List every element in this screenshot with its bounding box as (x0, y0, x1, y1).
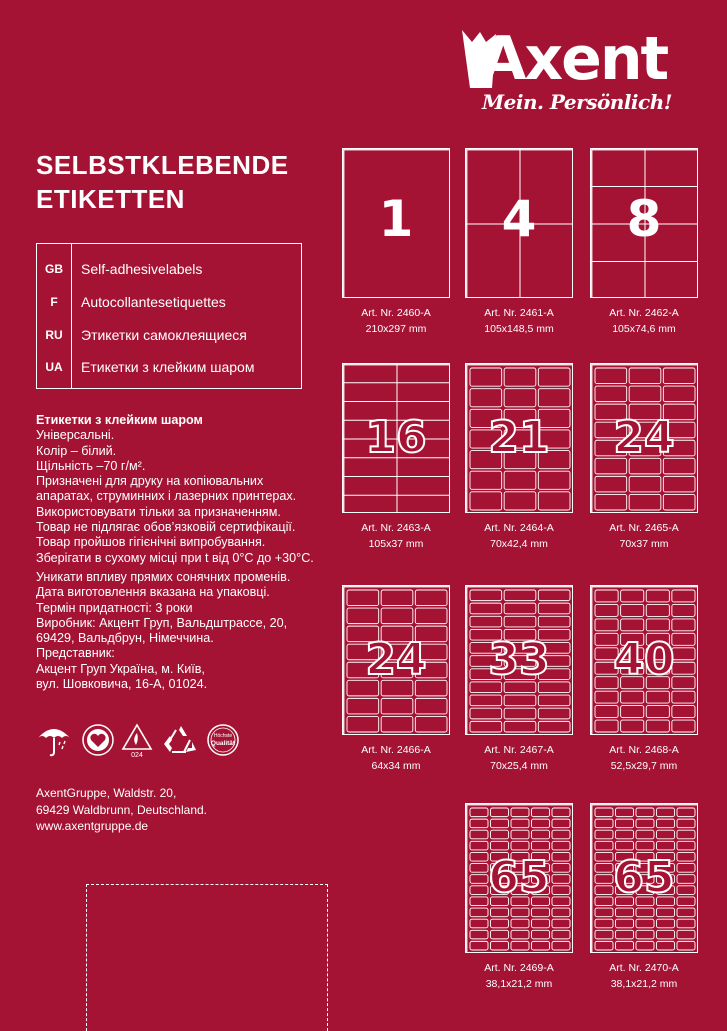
label-cell (636, 908, 654, 917)
label-cell (677, 830, 695, 839)
label-cell (657, 919, 675, 928)
label-cell (552, 930, 570, 939)
label-cell (381, 698, 413, 714)
label-cell (538, 603, 570, 614)
description-line: 69429, Вальдбрун, Німеччина. (36, 631, 214, 646)
label-cell (646, 590, 669, 602)
label-cell (636, 841, 654, 850)
barcode-area (86, 884, 328, 1031)
label-cell (552, 830, 570, 839)
label-cell (504, 603, 536, 614)
label-count: 24 (365, 634, 427, 685)
label-count: 65 (613, 852, 675, 903)
article-number: Art. Nr. 2470-A (609, 962, 679, 974)
label-cell (511, 841, 529, 850)
label-cell (552, 841, 570, 850)
label-cell (491, 919, 509, 928)
label-cell (636, 808, 654, 817)
description (36, 413, 336, 692)
label-cell (470, 819, 488, 828)
label-cell (595, 706, 618, 718)
label-cell (504, 721, 536, 732)
label-count: 40 (613, 634, 675, 685)
label-cell (595, 941, 613, 950)
label-cell (504, 492, 536, 510)
label-cell (595, 830, 613, 839)
label-cell (381, 590, 413, 606)
seal-text-top: Höchste (213, 733, 233, 739)
label-cell (595, 908, 613, 917)
label-cell (470, 708, 502, 719)
label-cell (470, 389, 502, 407)
label-cell (415, 716, 447, 732)
label-cell (538, 389, 570, 407)
label-cell (595, 386, 627, 402)
language-text: Этикетки самоклеящиеся (81, 327, 247, 343)
title-line: ETIKETTEN (36, 184, 185, 214)
label-cell (629, 494, 661, 510)
label-cell (672, 706, 695, 718)
description-line: Універсальні. (36, 428, 115, 443)
label-cell (347, 608, 379, 624)
label-cell (491, 830, 509, 839)
label-cell (646, 720, 669, 732)
brand-name: Axent (480, 24, 668, 94)
label-cell (616, 808, 634, 817)
recycle-arrows-icon (162, 722, 200, 763)
description-line: Виробник: Акцент Груп, Вальдштрассе, 20, (36, 615, 288, 630)
label-cell (511, 908, 529, 917)
label-count: 24 (613, 412, 675, 463)
label-cell (595, 590, 618, 602)
label-cell (616, 819, 634, 828)
label-cell (677, 819, 695, 828)
product-card (465, 148, 573, 342)
label-cell (504, 471, 536, 489)
label-cell (415, 608, 447, 624)
product-card (465, 803, 573, 997)
label-cell (552, 941, 570, 950)
article-number: Art. Nr. 2464-A (484, 522, 554, 534)
label-cell (538, 616, 570, 627)
label-count: 4 (501, 190, 537, 248)
address-line: 69429 Waldbrunn, Deutschland. (36, 802, 207, 817)
language-text: Self-adhesivelabels (81, 261, 203, 277)
label-cell (616, 930, 634, 939)
label-cell (491, 808, 509, 817)
label-size: 64x34 mm (371, 760, 421, 772)
label-cell (511, 830, 529, 839)
label-cell (672, 691, 695, 703)
label-cell (538, 368, 570, 386)
label-size: 105x37 mm (368, 538, 424, 550)
description-line: Товар пройшов гігієнічні випробування. (36, 535, 266, 550)
label-cell (552, 819, 570, 828)
product-card (590, 363, 698, 557)
label-cell (491, 819, 509, 828)
label-cell (504, 389, 536, 407)
description-line: Уникати впливу прямих сонячних променів. (36, 569, 291, 584)
recycle-code: 024 (131, 752, 143, 758)
label-cell (621, 720, 644, 732)
label-cell (491, 941, 509, 950)
label-cell (595, 368, 627, 384)
label-cell (511, 819, 529, 828)
label-count: 16 (365, 412, 427, 463)
label-cell (470, 841, 488, 850)
label-cell (470, 368, 502, 386)
label-cell (629, 368, 661, 384)
label-count: 21 (488, 412, 550, 463)
label-cell (595, 930, 613, 939)
label-cell (415, 590, 447, 606)
company-address (36, 785, 207, 835)
label-size: 105x74,6 mm (612, 323, 676, 335)
label-cell (470, 471, 502, 489)
label-cell (470, 590, 502, 601)
product-card (342, 363, 450, 557)
description-line: Дата виготовлення вказана на упаковці. (36, 585, 270, 600)
label-cell (470, 492, 502, 510)
language-code: GB (45, 262, 63, 276)
address-line: AxentGruppe, Waldstr. 20, (36, 786, 177, 800)
label-cell (616, 908, 634, 917)
label-size: 52,5x29,7 mm (610, 760, 678, 772)
label-cell (621, 691, 644, 703)
heart-circle-icon (80, 722, 116, 763)
description-line: Щільність –70 г/м². (36, 458, 146, 473)
label-cell (347, 716, 379, 732)
label-size: 38,1x21,2 mm (610, 978, 678, 990)
label-cell (616, 830, 634, 839)
description-line: Використовувати тільки за призначенням. (36, 504, 281, 519)
product-card (590, 148, 698, 342)
product-card (465, 363, 573, 557)
label-cell (621, 706, 644, 718)
label-cell (616, 941, 634, 950)
article-number: Art. Nr. 2468-A (609, 744, 679, 756)
label-cell (381, 716, 413, 732)
label-cell (672, 619, 695, 631)
label-cell (538, 471, 570, 489)
label-cell (677, 808, 695, 817)
label-cell (552, 919, 570, 928)
label-cell (677, 908, 695, 917)
product-card (342, 585, 450, 779)
label-cell (532, 830, 550, 839)
brand-logo (460, 22, 700, 122)
label-cell (677, 919, 695, 928)
label-size: 105x148,5 mm (484, 323, 554, 335)
language-row (37, 352, 301, 384)
label-cell (663, 476, 695, 492)
label-cell (470, 941, 488, 950)
label-size: 70x42,4 mm (490, 538, 548, 550)
label-cell (532, 808, 550, 817)
label-cell (677, 941, 695, 950)
label-cell (636, 930, 654, 939)
language-row (37, 254, 301, 286)
description-line: Зберігати в сухому місці при t від 0°C до +30°C. (36, 550, 314, 565)
label-size: 70x25,4 mm (490, 760, 548, 772)
label-cell (672, 720, 695, 732)
article-number: Art. Nr. 2460-A (361, 307, 431, 319)
label-cell (415, 698, 447, 714)
label-size: 38,1x21,2 mm (485, 978, 553, 990)
label-cell (657, 830, 675, 839)
language-code: UA (45, 360, 63, 374)
product-card (465, 585, 573, 779)
label-cell (663, 386, 695, 402)
description-heading: Етикетки з клейким шаром (36, 413, 203, 427)
label-cell (595, 494, 627, 510)
label-cell (629, 476, 661, 492)
article-number: Art. Nr. 2463-A (361, 522, 431, 534)
language-text: Autocollantesetiquettes (81, 294, 226, 310)
label-cell (538, 721, 570, 732)
label-cell (646, 604, 669, 616)
label-cell (636, 941, 654, 950)
article-number: Art. Nr. 2469-A (484, 962, 554, 974)
label-cell (657, 908, 675, 917)
label-cell (657, 841, 675, 850)
label-cell (347, 590, 379, 606)
label-cell (657, 941, 675, 950)
label-cell (663, 494, 695, 510)
label-cell (538, 695, 570, 706)
label-cell (470, 603, 502, 614)
label-cell (470, 616, 502, 627)
label-count: 65 (488, 852, 550, 903)
article-number: Art. Nr. 2467-A (484, 744, 554, 756)
label-cell (646, 691, 669, 703)
label-cell (552, 908, 570, 917)
brand-slogan: Mein. Persönlich! (482, 90, 673, 114)
label-cell (636, 819, 654, 828)
label-cell (595, 919, 613, 928)
article-number: Art. Nr. 2462-A (609, 307, 679, 319)
product-card (590, 803, 698, 997)
article-number: Art. Nr. 2465-A (609, 522, 679, 534)
label-count: 8 (626, 190, 662, 248)
description-line: апаратах, струминних і лазерних принтерах. (36, 489, 297, 504)
label-cell (532, 919, 550, 928)
description-line: Колір – білий. (36, 443, 117, 458)
label-cell (657, 930, 675, 939)
label-cell (677, 930, 695, 939)
label-cell (511, 808, 529, 817)
label-cell (504, 695, 536, 706)
label-cell (470, 808, 488, 817)
label-cell (621, 590, 644, 602)
label-cell (470, 721, 502, 732)
quality-seal-icon (204, 722, 242, 763)
label-cell (538, 492, 570, 510)
label-cell (347, 698, 379, 714)
label-cell (657, 819, 675, 828)
label-cell (532, 908, 550, 917)
language-code: RU (45, 328, 63, 342)
title-line: SELBSTKLEBENDE (36, 150, 289, 180)
label-cell (381, 608, 413, 624)
label-cell (470, 919, 488, 928)
seal-text-bottom: Qualität (210, 740, 236, 747)
label-size: 210x297 mm (365, 323, 427, 335)
label-cell (595, 841, 613, 850)
label-cell (504, 708, 536, 719)
label-cell (646, 619, 669, 631)
umbrella-icon (36, 722, 72, 763)
label-cell (595, 604, 618, 616)
language-text: Етикетки з клейким шаром (81, 359, 255, 375)
label-cell (672, 590, 695, 602)
label-cell (672, 604, 695, 616)
language-table (36, 243, 302, 389)
article-number: Art. Nr. 2461-A (484, 307, 554, 319)
label-cell (538, 590, 570, 601)
label-cell (621, 619, 644, 631)
label-cell (595, 619, 618, 631)
language-row (37, 287, 301, 319)
label-cell (470, 908, 488, 917)
label-cell (504, 616, 536, 627)
label-cell (616, 919, 634, 928)
product-card (590, 585, 698, 779)
label-cell (657, 808, 675, 817)
label-cell (491, 930, 509, 939)
label-cell (677, 841, 695, 850)
language-row (37, 320, 301, 352)
description-line: Призначені для друку на копіювальних (36, 474, 264, 489)
label-cell (491, 841, 509, 850)
language-code: F (50, 295, 58, 309)
label-cell (636, 830, 654, 839)
label-cell (552, 808, 570, 817)
label-cell (595, 691, 618, 703)
product-card (342, 148, 450, 342)
label-cell (636, 919, 654, 928)
label-cell (532, 941, 550, 950)
article-number: Art. Nr. 2466-A (361, 744, 431, 756)
label-cell (470, 695, 502, 706)
label-cell (538, 708, 570, 719)
label-cell (616, 841, 634, 850)
label-cell (532, 819, 550, 828)
description-line: Товар не підлягає обов’язковій сертифікації. (36, 520, 296, 535)
label-cell (511, 919, 529, 928)
label-cell (629, 386, 661, 402)
label-cell (491, 908, 509, 917)
label-cell (595, 808, 613, 817)
label-cell (511, 930, 529, 939)
label-count: 1 (378, 190, 414, 248)
label-cell (621, 604, 644, 616)
label-cell (532, 841, 550, 850)
label-cell (470, 830, 488, 839)
description-line: Акцент Груп Україна, м. Київ, (36, 661, 205, 676)
label-cell (595, 476, 627, 492)
label-cell (504, 368, 536, 386)
label-cell (663, 368, 695, 384)
label-count: 33 (488, 634, 550, 685)
description-line: Представник: (36, 646, 115, 661)
label-cell (532, 930, 550, 939)
description-line: вул. Шовковича, 16-А, 01024. (36, 677, 208, 692)
label-cell (595, 720, 618, 732)
label-cell (470, 930, 488, 939)
label-cell (511, 941, 529, 950)
page-title (36, 148, 289, 216)
description-line: Термін придатності: 3 роки (36, 600, 193, 615)
website-link[interactable]: www.axentgruppe.de (36, 819, 149, 833)
recycle-024-icon (120, 722, 154, 763)
label-cell (595, 819, 613, 828)
label-size: 70x37 mm (619, 538, 669, 550)
label-cell (646, 706, 669, 718)
label-cell (504, 590, 536, 601)
